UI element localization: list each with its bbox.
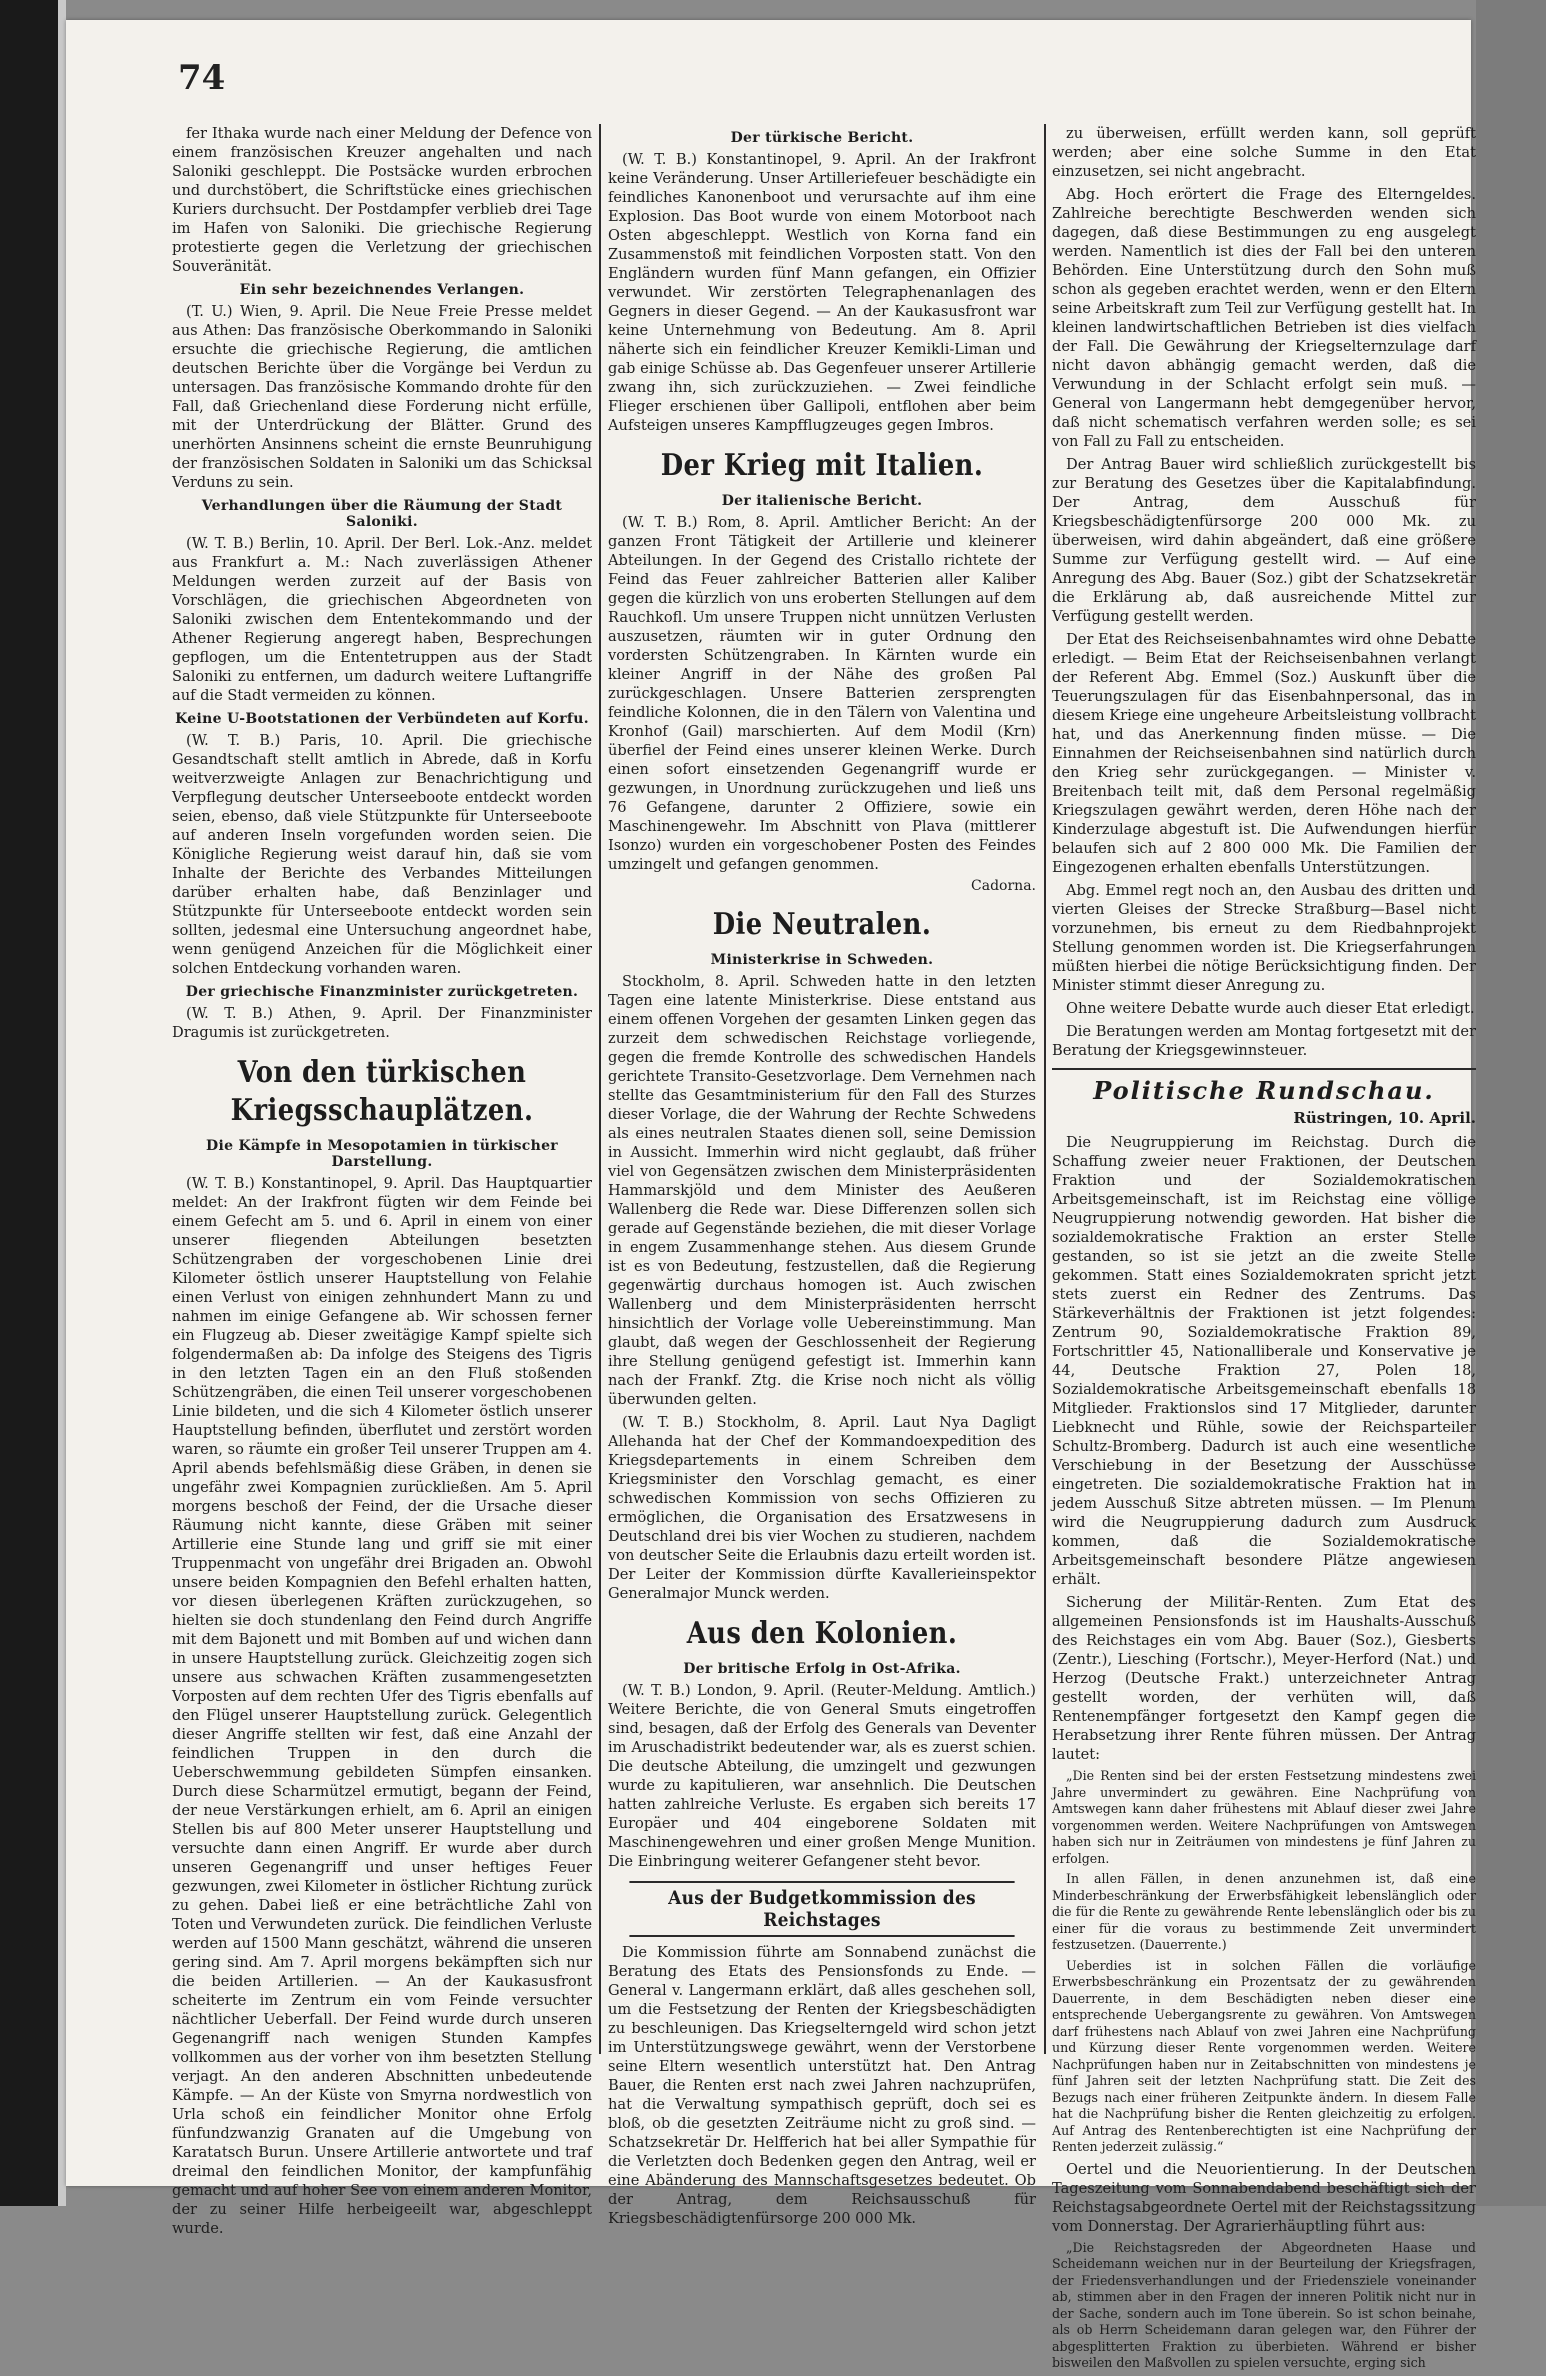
article-text: (W. T. B.) London, 9. April. (Reuter-Meldung. Amtlich.) Weitere Berichte, die von General Smuts eingetroffen sind, besagen, daß der Erfolg des Generals van Deventer im Aruschadistrikt bedeutender war, als es zuerst schien. Die deutsche Abteilung, die umzingelt und gezwungen wurde zu kapitulieren, war ansehnlich. Die Deutschen hatten zahlreiche Verluste. Es ergaben sich bereits 17 Europäer und 404 eingeborene Soldaten mit Maschinengewehren und einer großen Menge Munition. Die Einbringung weiterer Gefangener steht bevor. bbox=[608, 1682, 1036, 1870]
quoted-text: „Die Reichstagsreden der Abgeordneten Haase und Scheidemann weichen nur in der Beurteilung der Kriegsfragen, der Friedensverhandlungen und der Friedensziele voneinander ab, stimmen aber in den Fragen der inneren Politik nicht nur in der Sache, sondern auch im Tone überein. So ist schon beinahe, als ob Herrn Scheidemann daran gelegen war, den Führer der abgesplitterten Fraktion zu überbieten. Während er bisher bisweilen den Maßvollen zu spielen versuchte, erging sich bbox=[1052, 2239, 1476, 2370]
article-text: Die Beratungen werden am Montag fortgesetzt mit der Beratung der Kriegsgewinnsteuer. bbox=[1052, 1023, 1476, 1059]
article-text: Die Neugruppierung im Reichstag. Durch die Schaffung zweier neuer Fraktionen, der Deutschen Fraktion und der Sozialdemokratischen Arbeitsgemeinschaft, ist im Reichstag eine völlige Neugruppierung notwendig geworden. Hat bisher die sozialdemokratische Fraktion an erster Stelle gestanden, so ist sie jetzt an die zweite Stelle gekommen. Statt eines Sozialdemokraten spricht jetzt stets zuerst ein Redner des Zentrums. Das Stärkeverhältnis der Fraktionen ist jetzt folgendes: Zentrum 90, Sozialdemokratische Fraktion 89, Fortschrittler 45, Nationalliberale und Konservative je 44, Deutsche Fraktion 27, Polen 18, Sozialdemokratische Arbeitsgemeinschaft ebenfalls 18 Mitglieder. Fraktionslos sind 17 Mitglieder, darunter Liebknecht und Rühle, sowie der Reichsparteiler Schultz-Bromberg. Dadurch ist auch eine wesentliche Verschiebung in der Besetzung der Ausschüsse eingetreten. Die sozialdemokratische Fraktion hat in jedem Ausschuß Sitze abtreten müssen. — Im Plenum wird die Neugruppierung dadurch zum Ausdruck kommen, daß die Sozialdemokratische Arbeitsgemeinschaft besondere Plätze angewiesen erhält. bbox=[1052, 1134, 1476, 1588]
column-2 bbox=[608, 124, 1036, 2232]
article-text: Sicherung der Militär-Renten. Zum Etat des allgemeinen Pensionsfonds ist im Haushalts-Ausschuß des Reichstages ein vom Abg. Bauer (Soz.), Giesberts (Zentr.), Liesching (Fortschr.), Meyer-Herford (Nat.) und Herzog (Deutsche Frakt.) unterzeichneter Antrag gestellt worden, der verhüten will, daß Rentenempfänger fortgesetzt den Kampf gegen die Herabsetzung ihrer Rente führen müssen. Der Antrag lautet: bbox=[1052, 1594, 1476, 1763]
scan-right-margin bbox=[1476, 0, 1546, 2206]
article-text: Oertel und die Neuorientierung. In der Deutschen Tageszeitung vom Sonnabendabend beschäftigt sich der Reichstagsabgeordnete Oertel mit der Reichstagssitzung vom Donnerstag. Der Agrarierhäuptling führt aus: bbox=[1052, 2160, 1476, 2235]
article-heading: Die Kämpfe in Mesopotamien in türkischer Darstellung. bbox=[206, 1138, 558, 1170]
dateline: Rüstringen, 10. April. bbox=[1293, 1109, 1476, 1127]
article-signature: Cadorna. bbox=[971, 878, 1036, 894]
article-text: zu überweisen, erfüllt werden kann, soll geprüft werden; aber eine solche Summe in den Etat einzusetzen, sei nicht angebracht. bbox=[1052, 125, 1476, 180]
article-text: (W. T. B.) Stockholm, 8. April. Laut Nya Dagligt Allehanda hat der Chef der Kommandoexpedition des Kriegsdepartements in einem Schreiben dem Kriegsminister den Vorschlag gemacht, es einer schwedischen Kommission von sechs Offizieren zu ermöglichen, die Organisation des Ersatzwesens in Deutschland drei bis vier Wochen zu studieren, nachdem von deutscher Seite die Erlaubnis dazu erteilt worden ist. Der Leiter der Kommission dürfte Kavallerieinspektor Generalmajor Munck werden. bbox=[608, 1414, 1036, 1602]
article-text: Ohne weitere Debatte wurde auch dieser Etat erledigt. bbox=[1066, 1000, 1475, 1017]
column-1 bbox=[172, 124, 592, 2242]
rubric-heading: Politische Rundschau. bbox=[1052, 1068, 1476, 1105]
article-text: fer Ithaka wurde nach einer Meldung der Defence von einem französischen Kreuzer angehalten und nach Saloniki geschleppt. Die Postsäcke wurden erbrochen und durchstöbert, die Schriftstücke eines griechischen Kuriers durchsucht. Der Postdampfer verblieb drei Tage im Hafen von Saloniki. Die griechische Regierung protestierte gegen die Verletzung der griechischen Souveränität. bbox=[172, 125, 592, 275]
column-3 bbox=[1052, 124, 1476, 2376]
article-heading: Der türkische Bericht. bbox=[730, 130, 914, 146]
article-heading: Ein sehr bezeichnendes Verlangen. bbox=[239, 282, 525, 298]
section-headline: Von den türkischen Kriegsschauplätzen. bbox=[230, 1055, 534, 1128]
column-rule-1 bbox=[599, 124, 601, 2054]
article-text: (W. T. B.) Berlin, 10. April. Der Berl. Lok.-Anz. meldet aus Frankfurt a. M.: Nach zuverlässigen Athener Meldungen werden zurzeit auf der Basis von Vorschlägen, die griechischen Abgeordneten von Saloniki zwischen dem Ententekommando und der Athener Regierung angeregt haben, Besprechungen gepflogen, um die Ententetruppen aus der Stadt Saloniki zu entfernen, um dadurch weitere Luftangriffe auf die Stadt vermeiden zu können. bbox=[172, 535, 592, 704]
section-headline: Aus den Kolonien. bbox=[686, 1616, 958, 1651]
article-heading: Der britische Erfolg in Ost-Afrika. bbox=[683, 1661, 961, 1677]
article-text: Abg. Emmel regt noch an, den Ausbau des dritten und vierten Gleises der Strecke Straßburg—Basel nicht vorzunehmen, bis erneut zu dem Riedbahnprojekt Stellung genommen worden ist. Die Kriegserfahrungen müßten hierbei die nötige Berücksichtigung finden. Der Minister stimmt dieser Anregung zu. bbox=[1052, 882, 1476, 994]
article-text: (W. T. B.) Paris, 10. April. Die griechische Gesandtschaft stellt amtlich in Abrede, daß in Korfu weitverzweigte Anlagen zur Benachrichtigung und Verpflegung deutscher Unterseeboote entdeckt worden seien, ebenso, daß viele Stützpunkte für Unterseeboote auf anderen Inseln vorgefunden worden seien. Die Königliche Regierung weist darauf hin, daß sie vom Inhalte der Berichte des Verbandes Mitteilungen darüber erhalten habe, daß Benzinlager und Stützpunkte für Unterseeboote entdeckt worden sein sollten, jedesmal eine Untersuchung angeordnet habe, wenn genügend Anzeichen für die Möglichkeit einer solchen Entdeckung vorhanden waren. bbox=[172, 732, 592, 977]
page-number: 74 bbox=[178, 58, 226, 98]
scan-binding-edge bbox=[0, 0, 58, 2206]
article-text: Stockholm, 8. April. Schweden hatte in den letzten Tagen eine latente Ministerkrise. Diese entstand aus einem offenen Vorgehen der gesamten Linken gegen das zurzeit dem schwedischen Reichstage vorliegende, gegen die fremde Kontrolle des schwedischen Handels gerichtete Transito-Gesetzvorlage. Dem Vernehmen nach stellte das Gesamtministerium für den Fall des Sturzes dieser Vorlage, die der Wahrung der Rechte Schwedens als eines neutralen Staates dienen soll, seine Demission in Aussicht. Immerhin wird nicht geglaubt, daß früher viel von Gegensätzen zwischen dem Ministerpräsidenten Hammarskjöld und dem Minister des Aeußeren Wallenberg die Rede war. Diese Differenzen sollen sich gerade auf Gegenstände beziehen, die mit dieser Vorlage in engem Zusammenhange stehen. Aus diesem Grunde ist es von Bedeutung, festzustellen, daß die Regierung gegenwärtig durchaus homogen ist. Auch zwischen Wallenberg und dem Ministerpräsidenten herrscht hinsichtlich der Vorlage volle Uebereinstimmung. Man glaubt, daß wegen der Geschlossenheit der Regierung ihre Stellung genügend gefestigt ist. Immerhin kann nach der Frankf. Ztg. die Krise noch nicht als völlig überwunden gelten. bbox=[608, 973, 1036, 1408]
column-rule-2 bbox=[1044, 124, 1046, 2054]
quoted-text: Ueberdies ist in solchen Fällen die vorläufige Erwerbsbeschränkung ein Prozentsatz der zu gewährenden Dauerrente, in dem Beschädigten neben dieser eine entsprechende Uebergangsrente zu gewähren. Von Amtswegen darf frühestens nach Ablauf von zwei Jahren eine Nachprüfung und Kürzung dieser Rente vorgenommen werden. Weitere Nachprüfungen haben nur in Zeitabschnitten von mindestens je fünf Jahren seit der letzten Nachprüfung statt. Die Zeit des Bezugs nach einer früheren Zeitpunkte ändern. In diesem Falle hat die Nachprüfung bisher die Renten gleichzeitig zu erfolgen. Auf Antrag des Rentenberechtigten ist eine Nachprüfung der Renten jederzeit zulässig.“ bbox=[1052, 1957, 1476, 2154]
article-text: (W. T. B.) Rom, 8. April. Amtlicher Bericht: An der ganzen Front Tätigkeit der Artillerie und kleinerer Abteilungen. In der Gegend des Cristallo richtete der Feind das Feuer zahlreicher Batterien aller Kaliber gegen die kürzlich von uns eroberten Stellungen auf dem Rauchkofl. Um unsere Truppen nicht unnützen Verlusten auszusetzen, räumten wir in guter Ordnung den vordersten Schützengraben. In Kärnten wurde ein kleiner Angriff in der Nähe des großen Pal zurückgeschlagen. Unsere Batterien zersprengten feindliche Kolonnen, die in den Tälern von Valentina und Kronhof (Gail) marschierten. Auf dem Modil (Krn) überfiel der Feind eines unserer kleinen Werke. Durch einen sofort einsetzenden Gegenangriff wurde er gezwungen, in Unordnung zurückzugehen und ließ uns 76 Gefangene, darunter 2 Offiziere, sowie ein Maschinengewehr. Im Abschnitt von Plava (mittlerer Isonzo) wurden ein vorgeschobener Posten des Feindes umzingelt und gefangen genommen. bbox=[608, 514, 1036, 873]
article-heading: Verhandlungen über die Räumung der Stadt Saloniki. bbox=[201, 498, 563, 530]
article-heading: Ministerkrise in Schweden. bbox=[710, 952, 934, 968]
scan-page-edge bbox=[58, 0, 66, 2206]
section-headline-boxed: Aus der Budgetkommission des Reichstages bbox=[629, 1881, 1014, 1937]
article-text: Die Kommission führte am Sonnabend zunächst die Beratung des Etats des Pensionsfonds zu Ende. — General v. Langermann erklärt, daß alles geschehen soll, um die Festsetzung der Renten der Kriegsbeschädigten zu beschleunigen. Das Kriegselterngeld wird schon jetzt im Unterstützungswege gewährt, wenn der Verstorbene seine Eltern wesentlich unterstützt hat. Den Antrag Bauer, die Renten erst nach zwei Jahren nachzuprüfen, hat die Verwaltung sympathisch geprüft, doch sei es bloß, ob die gesetzten Zeiträume nicht zu groß sind. — Schatzsekretär Dr. Helfferich hat bei aller Sympathie für die Verletzten doch Bedenken gegen den Antrag, weil er eine Abänderung des Mannschaftsgesetzes bedeutet. Ob der Antrag, dem Reichsausschuß für Kriegsbeschädigtenfürsorge 200 000 Mk. bbox=[608, 1944, 1036, 2227]
quoted-text: „Die Renten sind bei der ersten Festsetzung mindestens zwei Jahre unvermindert zu gewähren. Eine Nachprüfung von Amtswegen kann daher frühestens mit Ablauf dieser zwei Jahre vorgenommen werden. Weitere Nachprüfungen von Amtswegen haben sich nur in Zeiträumen von mindestens je fünf Jahren zu erfolgen. bbox=[1052, 1768, 1476, 1866]
article-text: Der Antrag Bauer wird schließlich zurückgestellt bis zur Beratung des Gesetzes über die Kapitalabfindung. Der Antrag, dem Ausschuß für Kriegsbeschädigtenfürsorge 200 000 Mk. zu überweisen, wird dahin abgeändert, daß eine größere Summe zur Verfügung gestellt wird. — Auf eine Anregung des Abg. Bauer (Soz.) gibt der Schatzsekretär die Erklärung ab, daß ausreichende Mittel zur Verfügung gestellt werden. bbox=[1052, 456, 1476, 625]
section-headline: Die Neutralen. bbox=[712, 907, 932, 942]
quoted-text: In allen Fällen, in denen anzunehmen ist, daß eine Minderbeschränkung der Erwerbsfähigkeit lebenslänglich oder die für die Rente zu gewährende Rente lebenslänglich oder bis zu einer für die voraus zu bestimmende Zeit unvermindert festzusetzen. (Dauerrente.) bbox=[1052, 1871, 1476, 1952]
article-heading: Der griechische Finanzminister zurückgetreten. bbox=[185, 984, 579, 1000]
article-text: (W. T. B.) Konstantinopel, 9. April. An der Irakfront keine Veränderung. Unser Artilleriefeuer beschädigte ein feindliches Kanonenboot und verursachte auf ihm eine Explosion. Das Boot wurde von einem Motorboot nach Osten abgeschleppt. Westlich von Korna fand ein Zusammenstoß mit feindlichen Vorposten statt. Von den Engländern wurden fünf Mann gefangen, ein Offizier verwundet. Wir zerstörten Telegraphenanlagen des Gegners in dieser Gegend. — An der Kaukasusfront war keine Unternehmung von Bedeutung. Am 8. April näherte sich ein feindlicher Kreuzer Kemikli-Liman und gab einige Schüsse ab. Das Gegenfeuer unserer Artillerie zwang ihn, sich zurückzuziehen. — Zwei feindliche Flieger erschienen über Gallipoli, entflohen aber beim Aufsteigen unseres Kampfflugzeuges gegen Imbros. bbox=[608, 151, 1036, 434]
article-text: (T. U.) Wien, 9. April. Die Neue Freie Presse meldet aus Athen: Das französische Oberkommando in Saloniki ersuchte die griechische Regierung, die amtlichen deutschen Berichte über die Vorgänge bei Verdun zu untersagen. Das französische Kommando drohte für den Fall, daß Griechenland diese Forderung nicht erfülle, mit der Unterdrückung der Blätter. Grund des unerhörten Ansinnens scheint die ernste Beunruhigung der französischen Soldaten in Saloniki um das Schicksal Verduns zu sein. bbox=[172, 303, 592, 491]
section-headline: Der Krieg mit Italien. bbox=[660, 448, 984, 483]
article-text: (W. T. B.) Konstantinopel, 9. April. Das Hauptquartier meldet: An der Irakfront fügten wir dem Feinde bei einem Gefecht am 5. und 6. April in einem von einer unserer fliegenden Abteilungen besetzten Schützengraben der vorgeschobenen Linie drei Kilometer östlich unserer Hauptstellung von Felahie einen Verlust von einigen zehnhundert Mann zu und nahmen im einige Gefangene ab. Wir schossen ferner ein Flugzeug ab. Dieser zweitägige Kampf spielte sich folgendermaßen ab: Da infolge des Steigens des Tigris in den letzten Tagen ein an den Fluß stoßenden Schützengräben, die einen Teil unserer vorgeschobenen Linie bildeten, und die sich 4 Kilometer östlich unserer Hauptstellung befinden, überflutet und zerstört worden waren, so räumte ein großer Teil unserer Truppen am 4. April abends befehlsmäßig diese Gräben, in denen sie ungefähr zwei Kompagnien zurückließen. Am 5. April morgens beschoß der Feind, der die Ursache dieser Räumung nicht kannte, diese Gräben mit seiner Artillerie eine Stunde lang und griff sie mit einer Truppenmacht von ungefähr drei Brigaden an. Obwohl unsere beiden Kompagnien den Befehl erhalten hatten, vor diesen überlegenen Kräften zurückzugehen, so hielten sie doch stundenlang den Feind durch Angriffe mit dem Bajonett und mit Bomben auf und wichen dann in unsere Hauptstellung zurück. Gleichzeitig zogen sich unsere aus schwachen Kräften zusammengesetzten Vorposten auf dem rechten Ufer des Tigris ebenfalls auf den Flügel unserer Hauptstellung zurück. Gelegentlich dieser Angriffe stellten wir fest, daß eine Anzahl der feindlichen Truppen in den durch die Ueberschwemmung gebildeten Sümpfen einsanken. Durch diese Scharmützel ermutigt, begann der Feind, der neue Verstärkungen erhielt, am 6. April an einigen Stellen bis auf 800 Meter unserer Hauptstellung und versuchte dann einen Angriff. Er wurde aber durch unseren Gegenangriff und unser heftiges Feuer gezwungen, zwei Kilometer in östlicher Richtung zurück zu gehen. Dabei ließ er eine beträchtliche Zahl von Toten und Verwundeten zurück. Die feindlichen Verluste werden auf 1500 Mann geschätzt, während die unseren gering sind. Am 7. April morgens bekämpften sich nur die beiden Artillerien. — An der Kaukasusfront scheiterte im Zentrum ein vom Feinde versuchter nächtlicher Ueberfall. Der Feind wurde durch unseren Gegenangriff nach wenigen Stunden Kampfes vollkommen aus der vorher von ihm besetzten Stellung verjagt. An den anderen Abschnitten unbedeutende Kämpfe. — An der Küste von Smyrna nordwestlich von Urla schoß ein feindlicher Monitor ohne Erfolg fünfundzwanzig Granaten auf die Umgebung von Karatatsch Burun. Unsere Artillerie antwortete und traf dreimal den feindlichen Monitor, der kampfunfähig gemacht und auf hoher See von einem anderen Monitor, der zu seiner Hilfe herbeigeeilt war, abgeschleppt wurde. bbox=[172, 1175, 592, 2237]
article-heading: Der italienische Bericht. bbox=[721, 493, 923, 509]
article-text: Abg. Hoch erörtert die Frage des Elterngeldes. Zahlreiche berechtigte Beschwerden wenden sich dagegen, daß diese Bestimmungen zu eng ausgelegt werden. Namentlich ist dies der Fall bei den unteren Behörden. Eine Unterstützung durch den Sohn muß schon als gegeben erachtet werden, wenn er den Eltern seine Arbeitskraft zum Teil zur Verfügung gestellt hat. In kleinen landwirtschaftlichen Betrieben ist dies vielfach der Fall. Die Gewährung der Kriegselternzulage darf nicht davon abhängig gemacht werden, daß die Verwundung in der Schlacht erfolgt sein muß. — General von Langermann hebt demgegenüber hervor, daß nicht schematisch verfahren werden solle; es sei von Fall zu Fall zu entscheiden. bbox=[1052, 186, 1476, 450]
article-text: (W. T. B.) Athen, 9. April. Der Finanzminister Dragumis ist zurückgetreten. bbox=[172, 1005, 592, 1041]
article-heading: Keine U-Bootstationen der Verbündeten auf Korfu. bbox=[175, 711, 589, 727]
article-text: Der Etat des Reichseisenbahnamtes wird ohne Debatte erledigt. — Beim Etat der Reichseisenbahnen verlangt der Referent Abg. Emmel (Soz.) Auskunft über die Teuerungszulagen für das Eisenbahnpersonal, das in diesem Kriege eine ungeheure Arbeitsleistung vollbracht hat, und das Anerkennung finden müsse. — Die Einnahmen der Reichseisenbahnen sind natürlich durch den Krieg sehr zurückgegangen. — Minister v. Breitenbach teilt mit, daß dem Personal regelmäßig Kriegszulagen gewährt werden, deren Höhe nach der Kinderzulage abgestuft ist. Die Aufwendungen hierfür belaufen sich auf 2 800 000 Mk. Die Familien der Eingezogenen erhalten ebenfalls Unterstützungen. bbox=[1052, 631, 1476, 876]
